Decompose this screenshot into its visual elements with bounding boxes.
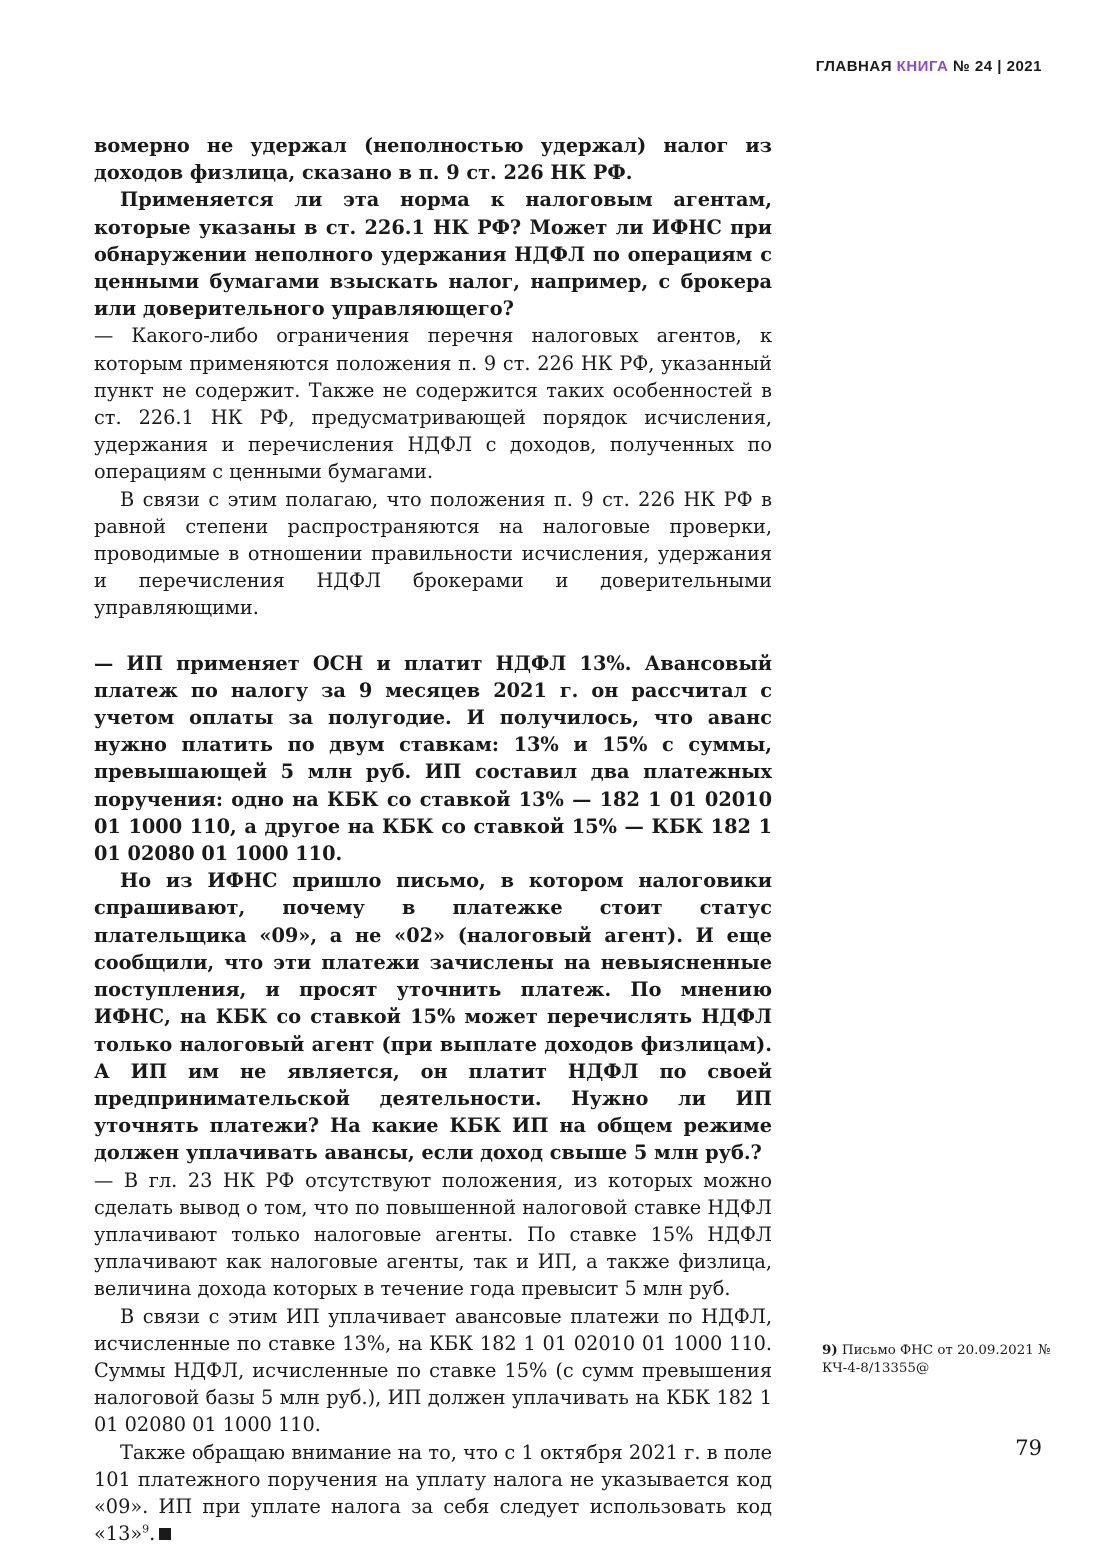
brand-first: ГЛАВНАЯ xyxy=(815,58,892,75)
paragraph-continuation: вомерно не удержал (неполностью удержал) налог из доходов физлица, сказано в п. 9 ст. 226 НК РФ. xyxy=(94,134,772,185)
brand-second: КНИГА xyxy=(896,58,949,75)
square-icon xyxy=(159,1528,171,1540)
answer-2-kbk: В связи с этим ИП уплачивает авансовые платежи по НДФЛ, исчисленные по ставке 13%, на КБК 182 1 01 02010 01 1000 110. Суммы НДФЛ, исчисленные по ставке 15% (с сумм превышения налоговой базы 5 млн руб.), ИП должен уплачивать на КБК 182 1 01 02080 01 1000 110. xyxy=(94,1304,772,1437)
section-gap xyxy=(94,622,772,650)
issue-number: № 24 | 2021 xyxy=(953,58,1042,75)
footnote-text: Письмо ФНС от 20.09.2021 № КЧ-4-8/13355@ xyxy=(822,1343,1051,1376)
answer-1-conclusion: В связи с этим полагаю, что положения п. 9 ст. 226 НК РФ в равной степени распространяются на налоговые проверки, проводимые в отношении правильности исчисления, удержания и перечисления НДФЛ брокерами и доверительными управляющими. xyxy=(94,487,772,620)
footnote-number: 9) xyxy=(822,1342,838,1358)
page-number: 79 xyxy=(1015,1436,1042,1460)
answer-1: — Какого-либо ограничения перечня налоговых агентов, к которым применяются положения п. 9 ст. 226 НК РФ, указанный пункт не содержит. Также не содержится таких особенностей в ст. 226.1 НК РФ, предусматривающей порядок исчисления, удержания и перечисления НДФЛ с доходов, полученных по операциям с ценными бумагами. xyxy=(94,324,772,484)
main-column xyxy=(94,132,772,1547)
answer-2-final: Также обращаю внимание на то, что с 1 октября 2021 г. в поле 101 платежного поручения на уплату налога не указывается код «09». ИП при уплате налога за себя следует использовать код «13»$^9$. xyxy=(94,1440,772,1546)
final-text: Также обращаю внимание на то, что с 1 октября 2021 г. в поле 101 платежного поручения на уплату налога не указывается код «09». ИП при уплате налога за себя следует использовать код «13» xyxy=(94,1440,772,1546)
question-2: — ИП применяет ОСН и платит НДФЛ 13%. Авансовый платеж по налогу за 9 месяцев 2021 г. он рассчитал с учетом оплаты за полугодие. И получилось, что аванс нужно платить по двум ставкам: 13% и 15% с суммы, превышающей 5 млн руб. ИП составил два платежных поручения: одно на КБК со ставкой 13% — 182 1 01 02010 01 1000 110, а другое на КБК со ставкой 15% — КБК 182 1 01 02080 01 1000 110. xyxy=(94,651,772,866)
question-1: Применяется ли эта норма к налоговым агентам, которые указаны в ст. 226.1 НК РФ? Может ли ИФНС при обнаружении неполного удержания НДФЛ по операциям с ценными бумагами взыскать налог, например, с брокера или доверительного управляющего? xyxy=(94,188,772,321)
footnote-ref[interactable]: 9 xyxy=(142,1522,150,1536)
question-2-continued: Но из ИФНС пришло письмо, в котором налоговики спрашивают, почему в платежке стоит статус плательщика «09», а не «02» (налоговый агент). И еще сообщили, что эти платежи зачислены на невыясненные поступления, и просят уточнить платеж. По мнению ИФНС, на КБК со ставкой 15% может перечислять НДФЛ только налоговый агент (при выплате доходов физлицам). А ИП им не является, он платит НДФЛ по своей предпринимательской деятельности. Нужно ли ИП уточнять платежи? На какие КБК ИП на общем режиме должен уплачивать авансы, если доход свыше 5 млн руб.? xyxy=(94,869,772,1165)
footnote xyxy=(822,1341,1052,1378)
answer-2: — В гл. 23 НК РФ отсутствуют положения, из которых можно сделать вывод о том, что по повышенной налоговой ставке НДФЛ уплачивают только налоговые агенты. По ставке 15% НДФЛ уплачивают как налоговые агенты, так и ИП, а также физлица, величина дохода которых в течение года превысит 5 млн руб. xyxy=(94,1168,772,1301)
running-header xyxy=(816,58,1042,75)
